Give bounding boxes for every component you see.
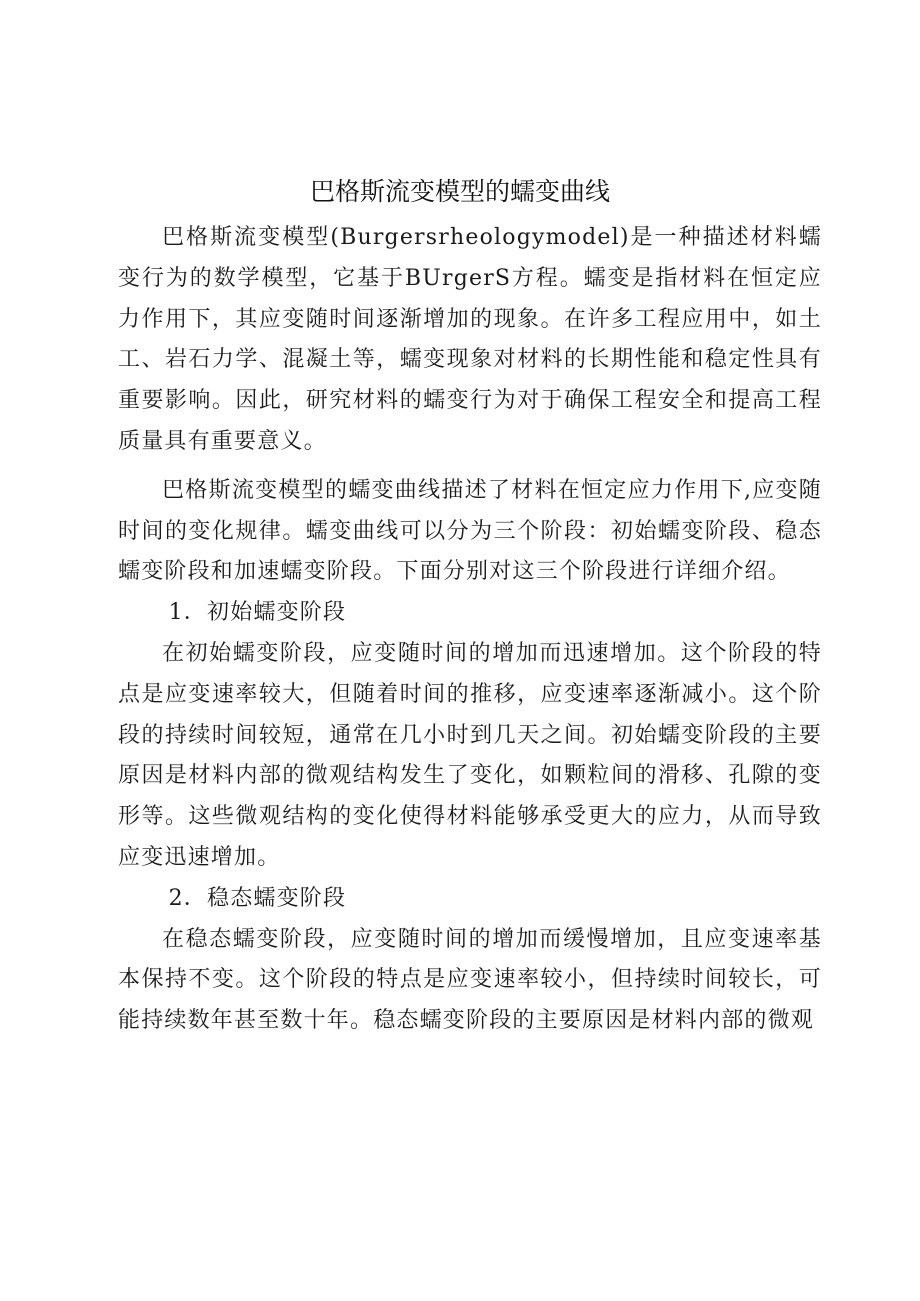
section-body-steady-creep: 在稳态蠕变阶段，应变随时间的增加而缓慢增加，且应变速率基本保持不变。这个阶段的特点是应变速率较小，但持续时间较长，可能持续数年甚至数十年。稳态蠕变阶段的主要原因是材料内部的微观: [118, 926, 822, 1034]
paragraph-gap: [118, 463, 822, 471]
section-body-initial-creep: 在初始蠕变阶段，应变随时间的增加而迅速增加。这个阶段的特点是应变速率较大，但随着时间的推移，应变速率逐渐减小。这个阶段的持续时间较短，通常在几小时到几天之间。初始蠕变阶段的主要原因是材料内部的微观结构发生了变化，如颗粒间的滑移、孔隙的变形等。这些微观结构的变化使得材料能够承受更大的应力，从而导致应变迅速增加。: [118, 640, 822, 870]
section-heading-steady-creep: 2．稳态蠕变阶段: [168, 885, 347, 911]
intro-paragraph: 巴格斯流变模型(Burgersrheologymodel)是一种描述材料蠕变行为的数学模型，它基于BUrgerS方程。蠕变是指材料在恒定应力作用下，其应变随时间逐渐增加的现象。在许多工程应用中，如土工、岩石力学、混凝土等，蠕变现象对材料的长期性能和稳定性具有重要影响。因此，研究材料的蠕变行为对于确保工程安全和提高工程质量具有重要意义。: [118, 225, 822, 454]
document-body: [118, 218, 822, 1042]
document-title: 巴格斯流变模型的蠕变曲线: [309, 177, 610, 206]
overview-paragraph: 巴格斯流变模型的蠕变曲线描述了材料在恒定应力作用下,应变随时间的变化规律。蠕变曲线可以分为三个阶段：初始蠕变阶段、稳态蠕变阶段和加速蠕变阶段。下面分别对这三个阶段进行详细介绍。: [118, 477, 822, 585]
section-heading-initial-creep: 1．初始蠕变阶段: [168, 600, 347, 626]
